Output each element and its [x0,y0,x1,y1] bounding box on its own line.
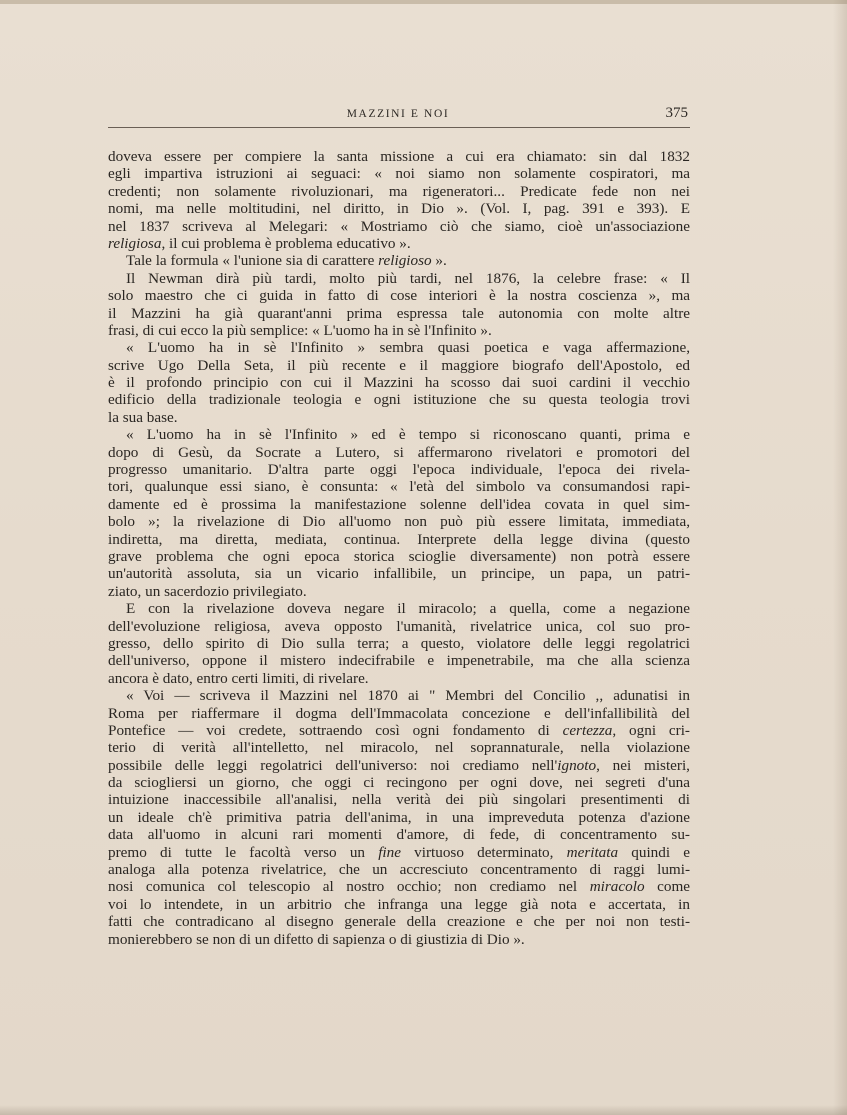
text-line [108,757,690,774]
line-text: monierebbero se non di un difetto di sapienza o di giustizia di Dio ». [108,930,525,948]
line-text: dell'evoluzione religiosa, aveva opposto l'umanità, rivelatrice unica, col suo pro- [108,617,690,635]
line-text: Il Newman dirà più tardi, molto più tardi, nel 1876, la celebre frase: « Il [126,269,690,287]
line-text: come [644,878,691,896]
text-line [108,444,690,461]
italic-text: religiosa [108,234,162,252]
line-text: tori, qualunque essi siano, è consunta: « l'età del simbolo va consumandosi rapi- [108,478,690,496]
text-line [108,531,690,548]
line-text: « L'uomo ha in sè l'Infinito » ed è tempo si riconoscano quanti, prima e [126,426,690,444]
text-line [108,305,690,322]
text-line [108,931,690,948]
line-text: il Mazzini ha già quarant'anni prima espressa tale autonomia con molte altre [108,304,690,322]
line-text: damente ed è prossima la manifestazione solenne dell'idea covata in quel sim- [108,495,690,513]
line-text: bolo »; la rivelazione di Dio all'uomo non può più essere limitata, immediata, [108,513,690,531]
line-text: un ideale ch'è primitiva patria dell'anima, in una impreveduta potenza d'azione [108,808,690,826]
text-line [108,670,690,687]
text-line [108,844,690,861]
line-text: edificio della tradizionale teologia e ogni istituzione che su questa teologia trovi [108,391,690,409]
line-text: nosi comunica col telescopio al nostro occhio; non crediamo nel [108,878,590,896]
text-line [108,218,690,235]
page-top-edge [0,0,847,4]
text-line [108,148,690,165]
line-text: gresso, dello spirito di Dio sulla terra; a questo, violatore delle leggi regolatrici [108,634,690,652]
line-text: ancora è dato, entro certi limiti, di rivelare. [108,669,369,687]
line-text: ziato, un sacerdozio privilegiato. [108,582,307,600]
line-text: solo maestro che ci guida in fatto di cose interiori è la nostra coscienza », ma [108,287,690,305]
line-text: è il profondo principio con cui il Mazzini ha scosso dai suoi cardini il vecchio [108,374,690,392]
line-text: analoga alla potenza rivelatrice, che un accresciuto concentramento di raggi lumi- [108,861,690,879]
text-line [108,461,690,478]
italic-text: fine [378,843,401,861]
line-text: ». [431,252,447,270]
text-line [108,200,690,217]
line-text: possibile delle leggi regolatrici dell'universo: noi crediamo nell' [108,756,558,774]
line-text: doveva essere per compiere la santa missione a cui era chiamato: sin dal 1832 [108,148,690,165]
text-line [108,183,690,200]
line-text: Pontefice — voi credete, sottraendo così ogni fondamento di [108,721,563,739]
line-text: intuizione inaccessibile all'analisi, nella verità dei più singolari presentimenti di [108,791,690,809]
text-line [108,739,690,756]
text-line [108,913,690,930]
text-line [108,705,690,722]
line-text: E con la rivelazione doveva negare il miracolo; a quella, come a negazione [126,600,690,618]
text-line [108,513,690,530]
text-line [108,722,690,739]
line-text: un'autorità assoluta, sia un vicario infallibile, un principe, un papa, un patri- [108,565,690,583]
line-text: grave problema che ogni epoca storica scioglie diversamente) non potrà essere [108,547,690,565]
line-text: dell'universo, oppone il mistero indecifrabile e impenetrabile, ma che alla scienza [108,652,690,670]
text-line [108,896,690,913]
line-text: frasi, di cui ecco la più semplice: « L'uomo ha in sè l'Infinito ». [108,321,492,339]
line-text: nomi, ma nelle moltitudini, nel diritto, in Dio ». (Vol. I, pag. 391 e 393). E [108,200,690,218]
text-line [108,270,690,287]
italic-text: certezza [562,721,613,739]
body-text [108,148,690,948]
text-line [108,774,690,791]
text-line [108,322,690,339]
line-text: voi lo intendete, in un arbitrio che infranga una legge già nota e accertata, in [108,895,690,913]
text-line [108,548,690,565]
line-text: Roma per riaffermare il dogma dell'Immacolata concezione e dell'infallibilità del [108,704,690,722]
page-bottom-edge [0,1105,847,1115]
line-text: scrive Ugo Della Seta, il più recente e il maggiore biografo dell'Apostolo, ed [108,356,690,374]
text-line [108,426,690,443]
line-text: , il cui problema è problema educativo ». [161,234,411,252]
text-line [108,478,690,495]
line-text: Tale la formula « l'unione sia di carattere [126,252,379,270]
line-text: « Voi — scriveva il Mazzini nel 1870 ai " Membri del Concilio ,, adunatisi in [126,687,690,705]
text-line [108,339,690,356]
page-number: 375 [665,105,688,121]
running-head [108,104,688,128]
line-text: « L'uomo ha in sè l'Infinito » sembra quasi poetica e vaga affermazione, [126,339,690,357]
text-line [108,252,690,269]
line-text: fatti che contradicano al disegno generale della creazione e che per noi non testi- [108,913,690,931]
text-line [108,565,690,582]
text-line [108,878,690,895]
italic-text: ignoto [557,756,597,774]
italic-text: meritata [566,843,619,861]
line-text: indiretta, ma diretta, mediata, continua. Interprete della legge divina (questo [108,530,690,548]
line-text: , nei misteri, [596,756,690,774]
line-text: progresso umanitario. D'altra parte oggi l'epoca individuale, l'epoca dei rivela- [108,461,690,479]
text-line [108,826,690,843]
line-text: egli impartiva istruzioni ai seguaci: « noi siamo non solamente cospiratori, ma [108,165,690,183]
text-line [108,287,690,304]
italic-text: religioso [378,252,432,270]
text-line [108,809,690,826]
line-text: premo di tutte le facoltà verso un [108,843,379,861]
line-text: data all'uomo in alcuni rari momenti d'amore, di fede, di concentramento su- [108,826,690,844]
text-line [108,791,690,808]
page-right-edge [833,0,847,1115]
line-text: , ogni cri- [612,721,690,739]
line-text: nel 1837 scriveva al Melegari: « Mostriamo ciò che siamo, cioè un'associazione [108,217,690,235]
running-title: MAZZINI E NOI [346,108,450,120]
line-text: la sua base. [108,408,178,426]
text-line [108,861,690,878]
text-line [108,635,690,652]
text-line [108,235,690,252]
text-line [108,357,690,374]
line-text: credenti; non solamente rivoluzionari, ma rigeneratori... Predicate fede non nei [108,182,690,200]
line-text: quindi e [618,843,690,861]
text-line [108,391,690,408]
line-text: dopo di Gesù, da Socrate a Lutero, si affermarono rivelatori e promotori del [108,443,690,461]
line-text: virtuoso determinato, [400,843,567,861]
line-text: da sciogliersi un giorno, che oggi ci recingono per ogni dove, nei segreti d'una [108,774,690,792]
italic-text: miracolo [589,878,645,896]
line-text: terio di verità all'intelletto, nel miracolo, nel soprannaturale, nella violazione [108,739,690,757]
text-line [108,618,690,635]
text-line [108,583,690,600]
text-line [108,409,690,426]
text-line [108,374,690,391]
text-line [108,165,690,182]
text-line [108,652,690,669]
text-line [108,600,690,617]
text-line [108,687,690,704]
header-rule [108,127,690,128]
text-line [108,496,690,513]
